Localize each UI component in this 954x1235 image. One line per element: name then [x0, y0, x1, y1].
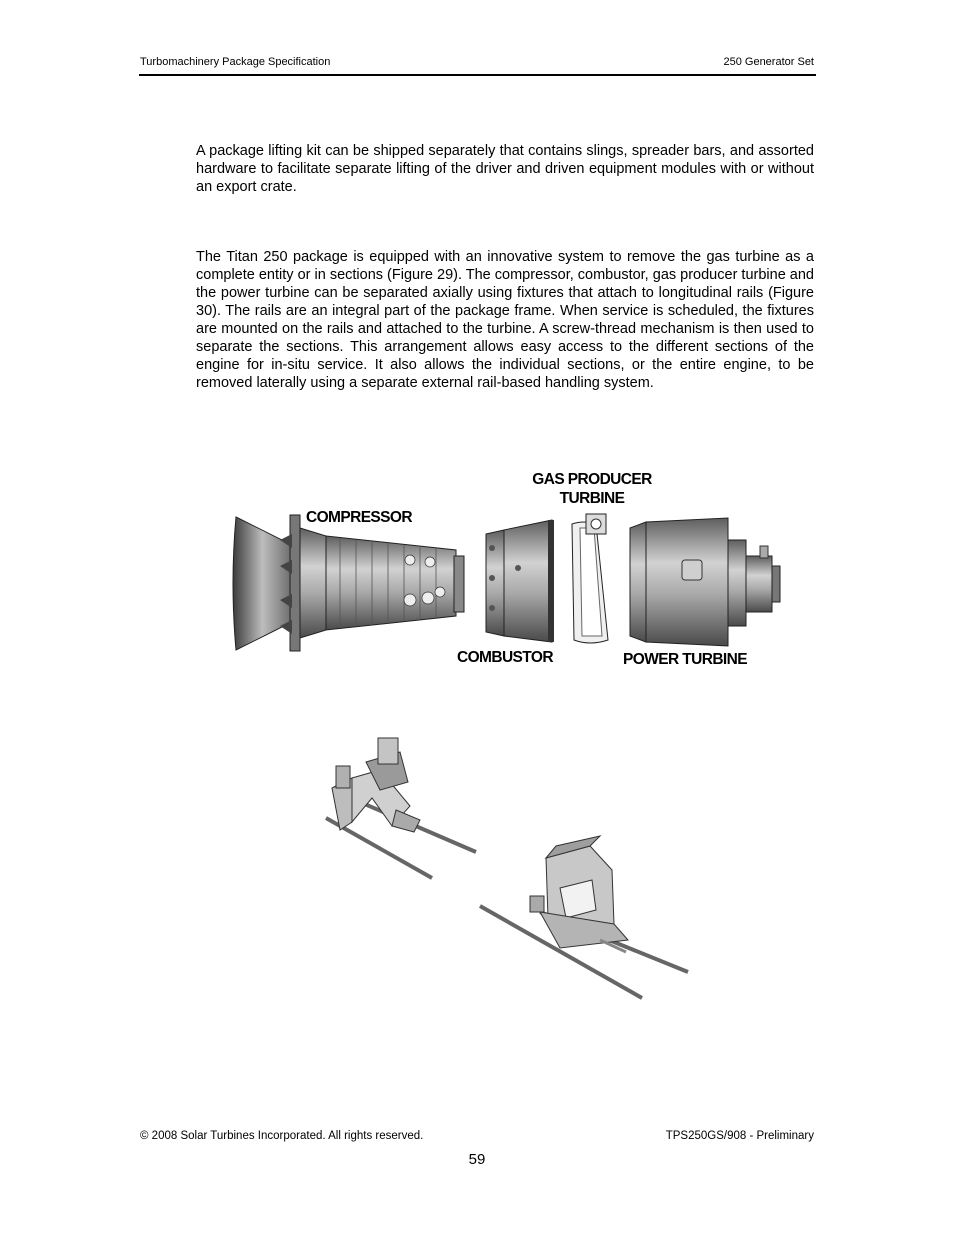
- turbine-removal-paragraph: The Titan 250 package is equipped with an innovative system to remove the gas turbine as a complete entity or in sections (Figure 29). The compressor, combustor, gas producer turbine and the power turbine can be separated axially using fixtures that attach to longitudinal rails (Figure 30). The rails are an integral part of the package frame. When service is scheduled, the fixtures are mounted on the rails and attached to the turbine. A screw-thread mechanism is then used to separate the sections. This arrangement allows easy access to the different sections of the engine for in-situ service. It also allows the individual sections, or the entire engine, to be removed laterally using a separate external rail-based handling system.: [196, 249, 814, 391]
- rail-fixtures-figure: [0, 700, 954, 1020]
- header-title: Turbomachinery Package Specification: [140, 56, 331, 68]
- aft-rail-fixture: [480, 836, 688, 998]
- compressor-section-drawing: [233, 515, 464, 651]
- gas-producer-turbine-drawing: [572, 514, 608, 643]
- footer-doc-id: TPS250GS/908 - Preliminary: [665, 1130, 814, 1142]
- combustor-section-drawing: [486, 520, 554, 642]
- lifting-kit-paragraph: A package lifting kit can be shipped separately that contains slings, spreader bars, and assorted hardware to facilitate separate lifting of the driver and driven equipment modules with or without an export crate.: [196, 143, 814, 195]
- footer-copyright: © 2008 Solar Turbines Incorporated. All rights reserved.: [140, 1130, 424, 1142]
- combustor-label: COMBUSTOR: [457, 649, 553, 666]
- forward-rail-fixture: [326, 738, 476, 878]
- power-turbine-drawing: [630, 518, 780, 646]
- compressor-label: COMPRESSOR: [306, 509, 412, 526]
- page-number: 59: [468, 1151, 486, 1168]
- header-product: 250 Generator Set: [723, 56, 814, 68]
- power-turbine-label: POWER TURBINE: [623, 651, 747, 668]
- gas-producer-label-line1: GAS PRODUCER: [532, 471, 652, 488]
- gas-producer-label-line2: TURBINE: [559, 490, 625, 507]
